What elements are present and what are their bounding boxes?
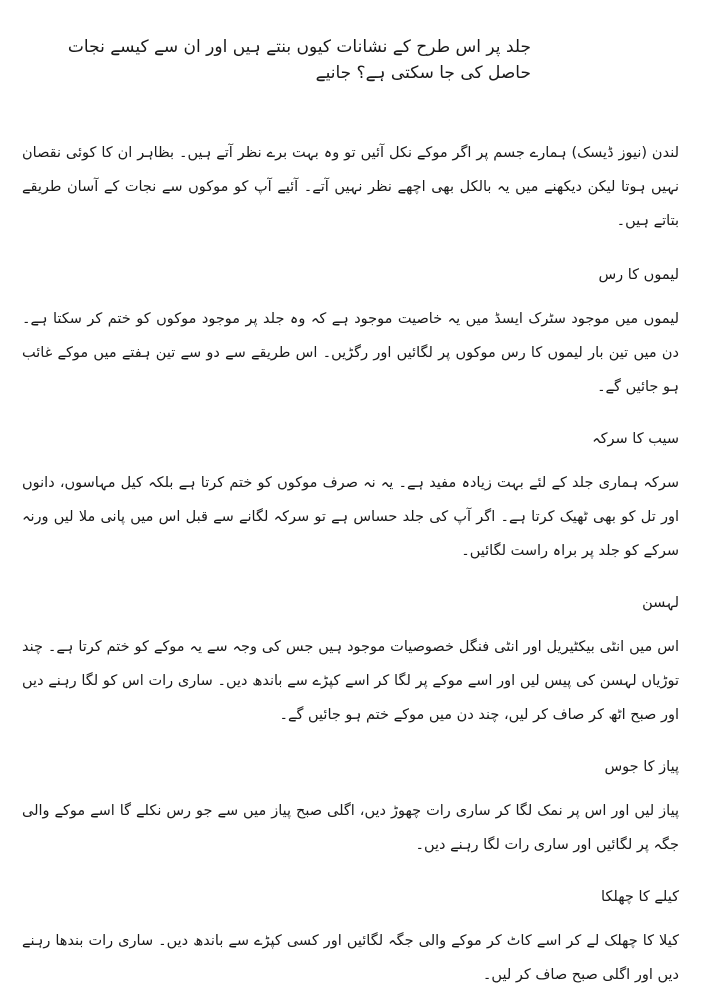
section-heading-garlic: لہسن	[642, 595, 679, 611]
article-title: جلد پر اس طرح کے نشانات کیوں بنتے ہیں اور ان سے کیسے نجات حاصل کی جا سکتی ہے؟ جانیے	[67, 37, 531, 83]
section-body-lemon-juice: لیموں میں موجود سٹرک ایسڈ میں یہ خاصیت موجود ہے کہ وہ جلد پر موجود موکوں کو ختم کر سکتا ہے۔ دن میں تین بار لیموں کا رس موکوں پر لگائیں اور رگڑیں۔ اس طریقے سے دو سے تین ہفتے میں موکے غائب ہو جائیں گے۔	[22, 311, 679, 395]
section-garlic	[22, 586, 679, 732]
intro-paragraph: لندن (نیوز ڈیسک) ہمارے جسم پر اگر موکے نکل آئیں تو وہ بہت برے نظر آتے ہیں۔ بظاہر ان کا کوئی نقصان نہیں ہوتا لیکن دیکھنے میں یہ بالکل بھی اچھے نظر نہیں آتے۔ آئیے آپ کو موکوں سے نجات کے آسان طریقے بتاتے ہیں۔	[22, 145, 679, 229]
section-heading-apple-vinegar: سیب کا سرکہ	[592, 431, 679, 447]
section-body-onion-juice: پیاز لیں اور اس پر نمک لگا کر ساری رات چھوڑ دیں، اگلی صبح پیاز میں سے جو رس نکلے گا اسے موکے والی جگہ پر لگائیں اور ساری رات لگا رہنے دیں۔	[22, 803, 679, 853]
section-lemon-juice	[22, 258, 679, 404]
section-banana-peel	[22, 880, 679, 992]
section-heading-lemon-juice: لیموں کا رس	[598, 267, 679, 283]
section-heading-banana-peel: کیلے کا چھلکا	[601, 889, 679, 905]
section-heading-onion-juice: پیاز کا جوس	[604, 759, 679, 775]
section-body-garlic: اس میں انٹی بیکٹیریل اور انٹی فنگل خصوصیات موجود ہیں جس کی وجہ سے یہ موکے کو ختم کرتا ہے۔ چند توڑیاں لہسن کی پیس لیں اور اسے موکے پر لگا کر اسے کپڑے سے باندھ دیں۔ ساری رات اس کو لگا رہنے دیں اور صبح اٹھ کر صاف کر لیں، چند دن میں موکے ختم ہو جائیں گے۔	[22, 639, 679, 723]
section-body-apple-vinegar: سرکہ ہماری جلد کے لئے بہت زیادہ مفید ہے۔ یہ نہ صرف موکوں کو ختم کرتا ہے بلکہ کیل مہاسوں، دانوں اور تل کو بھی ٹھیک کرتا ہے۔ اگر آپ کی جلد حساس ہے تو سرکہ لگانے سے قبل اس میں پانی ملا لیں ورنہ سرکے کو جلد پر براہ راست لگائیں۔	[22, 475, 679, 559]
section-body-banana-peel: کیلا کا چھلک لے کر اسے کاٹ کر موکے والی جگہ لگائیں اور کسی کپڑے سے باندھ دیں۔ ساری رات بندھا رہنے دیں اور اگلی صبح صاف کر لیں۔	[22, 933, 679, 983]
section-onion-juice	[22, 750, 679, 862]
section-apple-vinegar	[22, 422, 679, 568]
